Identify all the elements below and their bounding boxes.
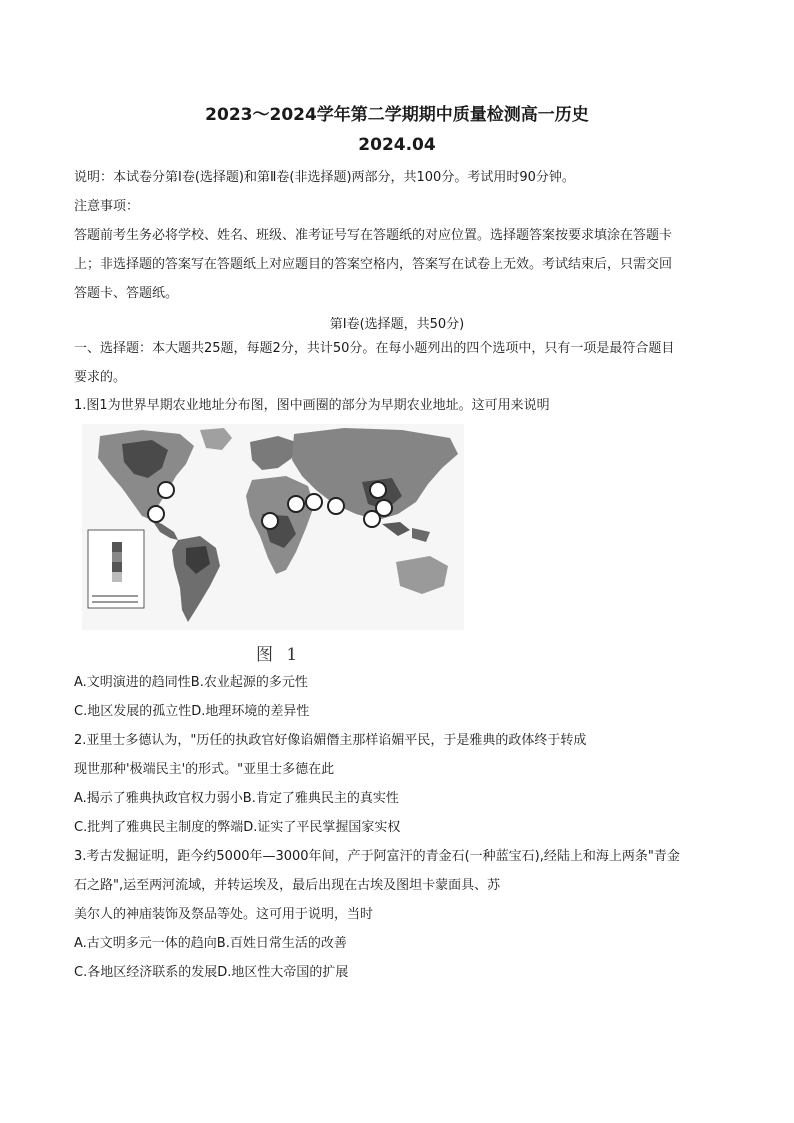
q1-stem: 1.图1为世界早期农业地址分布图，图中画圈的部分为早期农业地址。这可用来说明 — [74, 398, 550, 413]
section-intro-2: 要求的。 — [74, 370, 127, 385]
q3-options-cd: C.各地区经济联系的发展D.地区性大帝国的扩展 — [74, 965, 349, 980]
notice-line-3: 答题卡、答题纸。 — [74, 286, 179, 301]
q3-options-ab: A.古文明多元一体的趋向B.百姓日常生活的改善 — [74, 936, 347, 951]
figure-1-caption: 图 1 — [256, 645, 302, 665]
q1-options-ab: A.文明演进的趋同性B.农业起源的多元性 — [74, 675, 308, 690]
q3-stem-2: 石之路",运至两河流域，并转运埃及，最后出现在古埃及图坦卡蒙面具、苏 — [74, 878, 501, 893]
section-intro-1: 一、选择题：本大题共25题，每题2分，共计50分。在每小题列出的四个选项中，只有一项是最符合题目 — [74, 341, 675, 356]
exam-description: 说明：本试卷分第Ⅰ卷(选择题)和第Ⅱ卷(非选择题)两部分，共100分。考试用时90分钟。 — [74, 170, 575, 185]
q3-stem-3: 美尔人的神庙装饰及祭品等处。这可用于说明，当时 — [74, 907, 374, 922]
notice-line-1: 答题前考生务必将学校、姓名、班级、准考证号写在答题纸的对应位置。选择题答案按要求填涂在答题卡 — [74, 228, 673, 243]
notice-line-2: 上；非选择题的答案写在答题纸上对应题目的答案空格内，答案写在试卷上无效。考试结束后，只需交回 — [74, 257, 673, 272]
q2-options-ab: A.揭示了雅典执政官权力弱小B.肯定了雅典民主的真实性 — [74, 791, 399, 806]
q2-stem-2: 现世那种'极端民主'的形式。"亚里士多德在此 — [74, 762, 335, 777]
early-agriculture-world-map — [82, 424, 464, 630]
exam-title: 2023～2024学年第二学期期中质量检测高一历史 — [205, 105, 589, 125]
notice-title: 注意事项： — [74, 199, 140, 214]
section-title: 第Ⅰ卷(选择题，共50分) — [329, 317, 465, 332]
exam-date: 2024.04 — [358, 135, 436, 155]
q2-stem-1: 2.亚里士多德认为，"历任的执政官好像谄媚僭主那样谄媚平民，于是雅典的政体终于转成 — [74, 733, 587, 748]
q3-stem-1: 3.考古发掘证明，距今约5000年—3000年间，产于阿富汗的青金石(一种蓝宝石),经陆上和海上两条"青金 — [74, 849, 680, 864]
q1-options-cd: C.地区发展的孤立性D.地理环境的差异性 — [74, 704, 310, 719]
q2-options-cd: C.批判了雅典民主制度的弊端D.证实了平民掌握国家实权 — [74, 820, 401, 835]
